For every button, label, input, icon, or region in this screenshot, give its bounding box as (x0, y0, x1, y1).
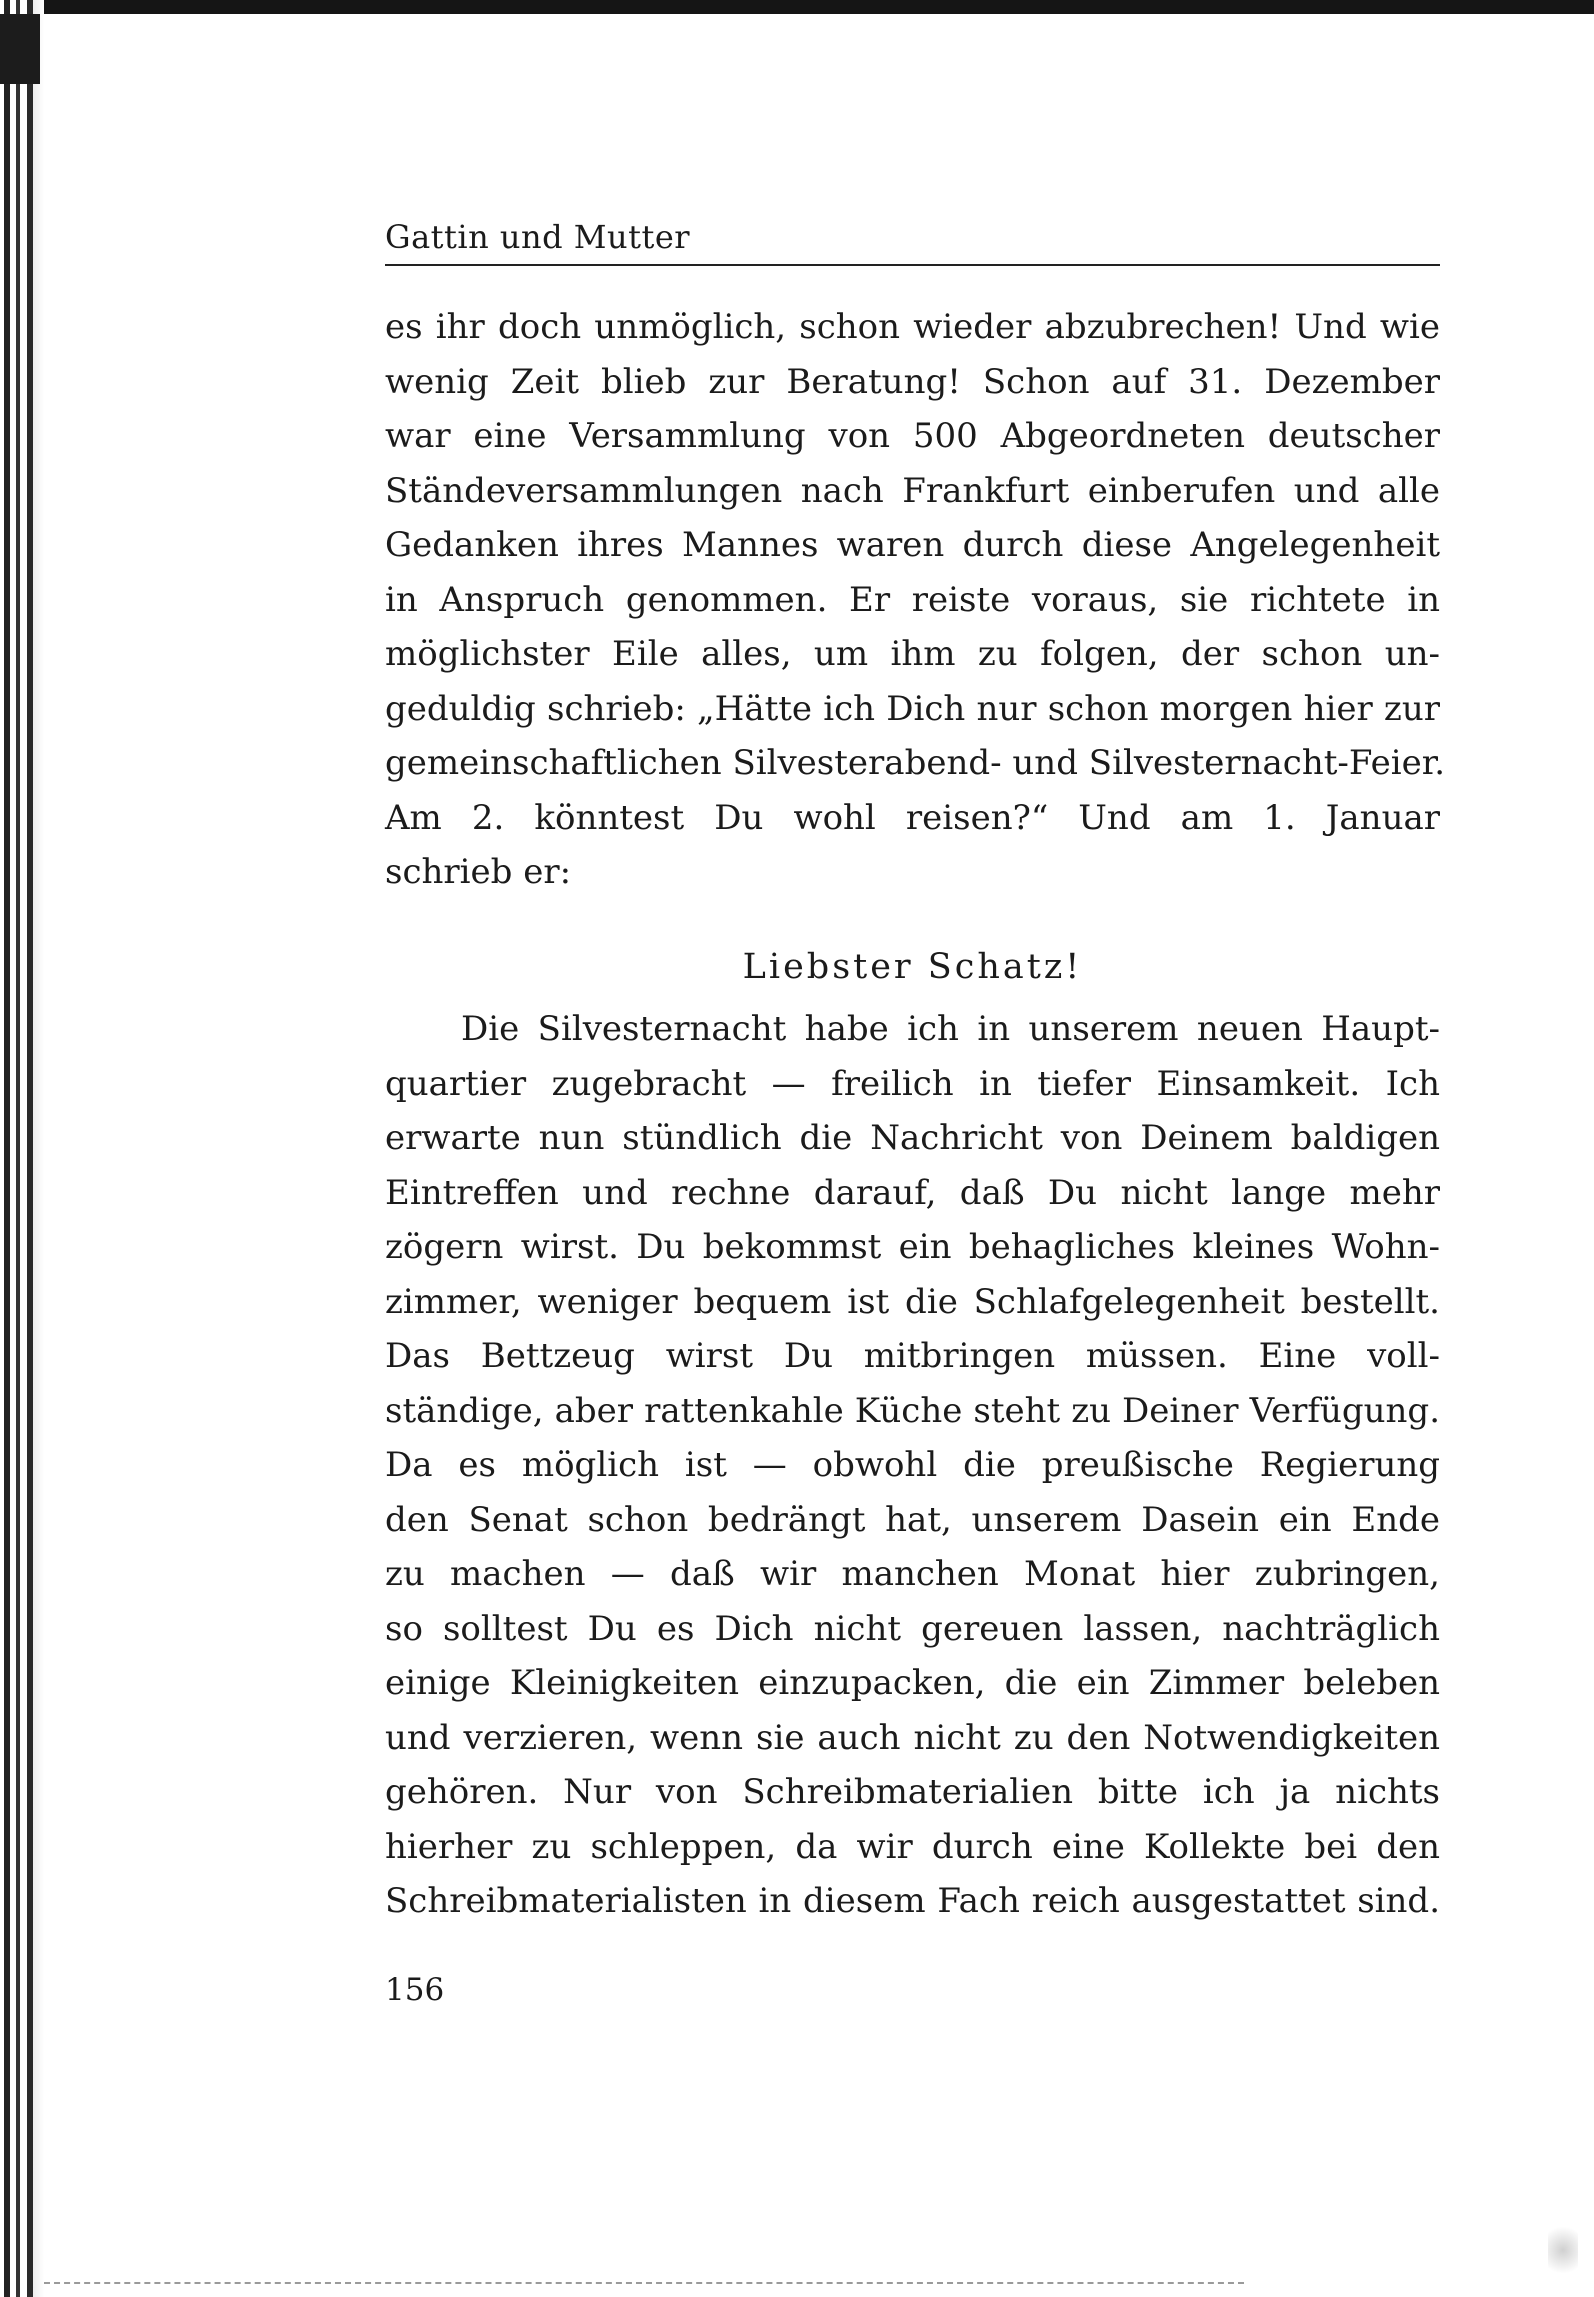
letter-line: einige Kleinigkeiten einzupacken, die ein Zimmer beleben (385, 1663, 1440, 1703)
letter-line: Schreibmaterialisten in diesem Fach reich ausgestattet sind. (385, 1881, 1440, 1921)
letter-line: Die Silvesternacht habe ich in unserem neuen Haupt- (461, 1009, 1440, 1049)
letter-line: Da es möglich ist — obwohl die preußische Regierung (385, 1445, 1440, 1485)
text-line: war eine Versammlung von 500 Abgeordneten deutscher (385, 416, 1440, 456)
page-header (385, 218, 1440, 268)
letter-line: Eintreffen und rechne darauf, daß Du nicht lange mehr (385, 1172, 1440, 1213)
scan-top-edge (0, 0, 1594, 14)
letter-line: ständige, aber rattenkahle Küche steht zu Deiner Verfügung. (385, 1390, 1440, 1431)
scan-bottom-artifact (44, 2282, 1244, 2284)
page-number: 156 (385, 1972, 445, 2008)
letter-line: quartier zugebracht — freilich in tiefer Einsamkeit. Ich (385, 1063, 1440, 1104)
letter-line: Das Bettzeug wirst Du mitbringen müssen. Eine voll- (385, 1336, 1440, 1376)
text-line: es ihr doch unmöglich, schon wieder abzubrechen! Und wie (385, 307, 1440, 347)
letter-line: den Senat schon bedrängt hat, unserem Dasein ein Ende (385, 1499, 1440, 1540)
letter-line: gehören. Nur von Schreibmaterialien bitte ich ja nichts (385, 1772, 1440, 1812)
scan-binding-edge (0, 0, 44, 2297)
letter-line: erwarte nun stündlich die Nachricht von Deinem baldigen (385, 1118, 1440, 1158)
letter-line: zu machen — daß wir manchen Monat hier zubringen, (385, 1554, 1440, 1594)
letter-line: zimmer, weniger bequem ist die Schlafgelegenheit bestellt. (385, 1281, 1440, 1322)
body-text (385, 300, 1446, 1929)
running-title: Gattin und Mutter (385, 218, 691, 256)
letter-line: hierher zu schleppen, da wir durch eine Kollekte bei den (385, 1826, 1440, 1867)
text-line: möglichster Eile alles, um ihm zu folgen, der schon un- (385, 634, 1440, 674)
header-rule (385, 264, 1440, 266)
text-line: Am 2. könntest Du wohl reisen?“ Und am 1. Januar (385, 797, 1440, 838)
scan-smudge (1548, 2220, 1578, 2280)
text-line: geduldig schrieb: „Hätte ich Dich nur schon morgen hier zur (385, 688, 1440, 729)
text-line: in Anspruch genommen. Er reiste voraus, sie richtete in (385, 579, 1440, 620)
letter-line: und verzieren, wenn sie auch nicht zu den Notwendigkeiten (385, 1717, 1440, 1758)
scan-binding-shadow (0, 14, 40, 84)
letter-salutation: Liebster Schatz! (742, 946, 1083, 987)
text-line: wenig Zeit blieb zur Beratung! Schon auf 31. Dezember (385, 361, 1440, 402)
text-line: schrieb er: (385, 852, 572, 892)
letter-line: so solltest Du es Dich nicht gereuen lassen, nachträglich (385, 1608, 1440, 1649)
text-line: Ständeversammlungen nach Frankfurt einberufen und alle (385, 470, 1440, 511)
text-line: gemeinschaftlichen Silvesterabend- und Silvesternacht-Feier. (385, 743, 1446, 783)
letter-line: zögern wirst. Du bekommst ein behagliches kleines Wohn- (385, 1227, 1440, 1267)
text-line: Gedanken ihres Mannes waren durch diese Angelegenheit (385, 525, 1440, 565)
